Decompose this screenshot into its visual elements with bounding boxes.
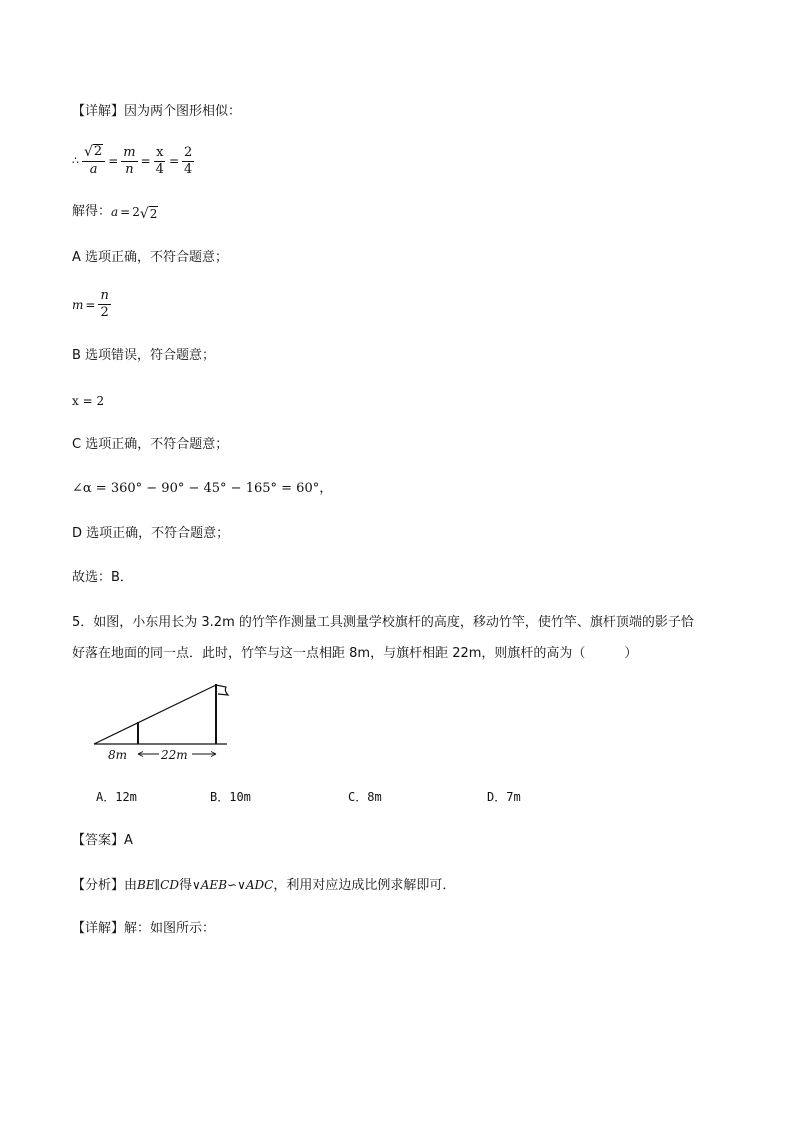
detail-text: 因为两个图形相似： <box>124 104 242 119</box>
question5-line1: 5．如图，小东用长为 3.2m 的竹竿作测量工具测量学校旗杆的高度，移动竹竿，使竹竿、旗杆顶端的影子恰 <box>72 615 694 630</box>
choose-line: 故选：B． <box>72 570 133 585</box>
detail-label: 【详解】 <box>72 104 125 119</box>
fraction-m-over-n: $\frac{m}{n}$ <box>123 144 136 177</box>
m-equation: m = $\frac{n}{2}$ <box>72 288 109 320</box>
option-d-analysis: D 选项正确，不符合题意； <box>72 526 230 541</box>
similar-relation: ∨AEB∽∨ADC <box>191 878 274 892</box>
flagpole-figure <box>90 678 250 768</box>
option-a-analysis: A 选项正确，不符合题意； <box>72 250 229 265</box>
label-8m: 8m <box>108 748 128 762</box>
parallel-relation: BE∥CD <box>137 878 179 892</box>
answer-label: 【答案】 <box>72 833 125 848</box>
fraction-x-over-4: $\frac{x}{4}$ <box>155 144 164 177</box>
fraction-2-over-4: $\frac{2}{4}$ <box>184 144 193 177</box>
analysis-label: 【分析】 <box>72 878 125 893</box>
proportion-equation: ∴ √ 2 a = $\frac{m}{n}$ = $\frac{x}{4}$ = $\frac{2}{4}$ <box>72 144 193 177</box>
x-equation: x = 2 <box>72 394 105 408</box>
detail2-line <box>72 920 215 938</box>
flag-shape <box>216 685 228 695</box>
denominator: a <box>89 162 98 177</box>
analysis-line: 【分析】由BE∥CD得∨AEB∽∨ADC，利用对应边成比例求解即可． <box>72 878 456 893</box>
detail-line <box>72 103 241 121</box>
solve-line: 解得： a = 2 √ 2 <box>72 204 158 222</box>
fraction-sqrt2-over-a: √ 2 a <box>82 144 105 178</box>
choice-c: C．8m <box>348 790 382 804</box>
answer-value: A <box>124 833 133 848</box>
sqrt-two: √ 2 <box>139 206 158 222</box>
label-22m: 22m <box>161 748 188 762</box>
choice-d: D．7m <box>487 790 521 804</box>
detail2-label: 【详解】 <box>72 921 125 936</box>
choice-b: B．10m <box>210 790 251 804</box>
option-c-analysis: C 选项正确，不符合题意； <box>72 437 229 452</box>
fraction-n-over-2: $\frac{n}{2}$ <box>100 288 109 320</box>
therefore-symbol: ∴ <box>72 154 79 167</box>
angle-equation: ∠α = 360° − 90° − 45° − 165° = 60°， <box>72 481 333 496</box>
radicand: 2 <box>93 144 103 159</box>
answer-line <box>72 832 133 850</box>
shadow-ray <box>94 685 216 744</box>
option-b-analysis: B 选项错误，符合题意； <box>72 348 216 363</box>
choice-a: A．12m <box>96 790 137 804</box>
detail2-text: 解：如图所示： <box>124 921 216 936</box>
question5-line2: 好落在地面的同一点．此时，竹竿与这一点相距 8m，与旗杆相距 22m，则旗杆的高为（ ） <box>72 646 638 661</box>
